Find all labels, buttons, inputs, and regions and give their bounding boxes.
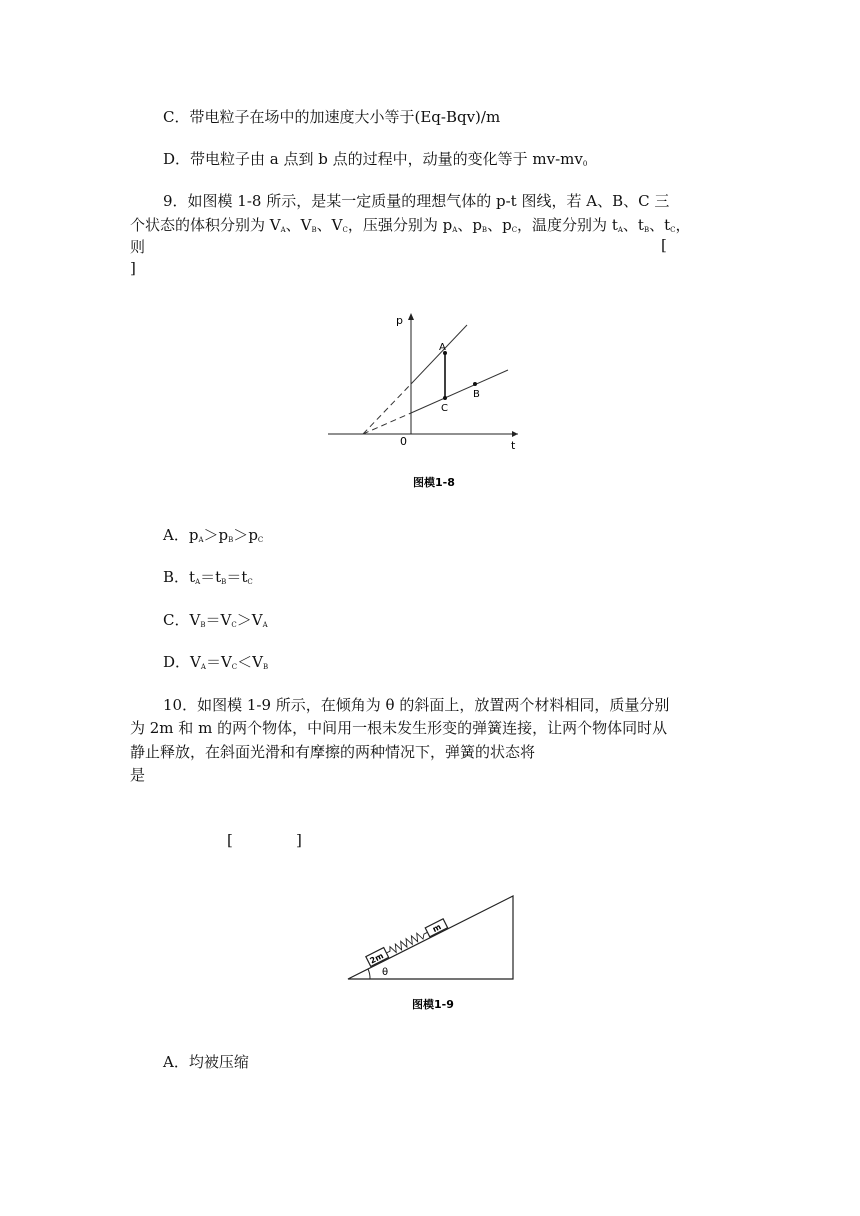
- option-letter: C．: [163, 611, 190, 629]
- option-var: t: [241, 568, 248, 586]
- point-c: [443, 396, 447, 400]
- option-op: ＝: [205, 611, 221, 629]
- option-letter: D．: [163, 653, 191, 671]
- q9-text: ，压强分别为 p: [347, 216, 453, 234]
- q9-answer-bracket-close: ]: [130, 259, 136, 277]
- option-op: ＜: [237, 653, 253, 671]
- q9-sub: C: [342, 226, 348, 234]
- q9-line-3: 则: [130, 238, 146, 256]
- option-op: ＝: [205, 653, 221, 671]
- point-b-label: B: [473, 389, 480, 400]
- option-op: ＞: [233, 526, 249, 544]
- q9-text: ，: [675, 216, 691, 234]
- q9-sub: C: [670, 226, 676, 234]
- q9-sub: A: [280, 226, 286, 234]
- q9-text: 、t: [622, 216, 644, 234]
- q10-line-1: 10．如图模 1-9 所示，在倾角为 θ 的斜面上，放置两个材料相同，质量分别: [163, 696, 670, 714]
- angle-label: θ: [382, 967, 389, 978]
- spring: [385, 929, 430, 957]
- q10-line-3: 静止释放，在斜面光滑和有摩擦的两种情况下，弹簧的状态将: [130, 743, 536, 761]
- option-op: ＝: [226, 568, 242, 586]
- q9-text: 、t: [649, 216, 671, 234]
- line-cb: [411, 370, 508, 413]
- option-var: t: [189, 568, 196, 586]
- option-var: V: [189, 611, 201, 629]
- option-d-q8-subscript: 0: [582, 160, 588, 168]
- q9-sub: A: [617, 226, 623, 234]
- q9-text: 、p: [457, 216, 482, 234]
- q10-line-4: 是: [130, 766, 146, 784]
- option-sub: A: [200, 663, 206, 671]
- q9-text: 个状态的体积分别为 V: [130, 216, 281, 234]
- option-op: ＝: [200, 568, 216, 586]
- t-axis-arrow-icon: [512, 431, 518, 437]
- line-cb-extension: [363, 413, 411, 434]
- option-letter: A．: [163, 526, 189, 544]
- option-sub: C: [247, 578, 253, 586]
- option-var: V: [220, 653, 232, 671]
- option-sub: C: [231, 663, 238, 671]
- angle-arc: [368, 969, 370, 979]
- option-var: V: [251, 611, 263, 629]
- q9-sub: B: [311, 226, 317, 234]
- q9-answer-bracket-open: [: [661, 236, 667, 254]
- q9-sub: B: [643, 226, 650, 234]
- option-sub: B: [200, 621, 206, 629]
- option-sub: A: [195, 578, 201, 586]
- line-a-extension: [363, 384, 411, 434]
- figure-1-8: [320, 305, 530, 495]
- q9-option-b: [163, 568, 253, 591]
- q9-text: 、p: [487, 216, 512, 234]
- option-var: t: [215, 568, 222, 586]
- point-b: [473, 382, 477, 386]
- option-var: p: [248, 526, 258, 544]
- figure-1-8-caption: 图模1-8: [413, 476, 455, 489]
- option-letter: B．: [163, 568, 190, 586]
- q10-line-2: 为 2m 和 m 的两个物体，中间用一根未发生形变的弹簧连接，让两个物体同时从: [130, 719, 668, 737]
- point-a-label: A: [439, 342, 446, 353]
- option-var: V: [190, 653, 201, 671]
- option-var: p: [218, 526, 229, 544]
- option-op: ＞: [236, 611, 252, 629]
- p-axis-arrow-icon: [408, 313, 414, 320]
- option-var: V: [252, 653, 264, 671]
- option-d-q8: [163, 150, 587, 173]
- q9-line-2: [130, 216, 691, 239]
- q9-text: 、V: [285, 216, 312, 234]
- option-sub: C: [231, 621, 237, 629]
- option-op: ＞: [203, 526, 219, 544]
- q10-answer-bracket-open: [: [227, 831, 233, 849]
- origin-label: 0: [400, 435, 407, 448]
- q9-option-a: [163, 526, 263, 549]
- q9-text: ，温度分别为 t: [517, 216, 618, 234]
- option-sub: B: [228, 536, 234, 544]
- option-sub: A: [198, 536, 204, 544]
- incline: [348, 896, 513, 979]
- q9-sub: A: [452, 226, 458, 234]
- q9-line-1: 9．如图模 1-8 所示，是某一定质量的理想气体的 p-t 图线，若 A、B、C 三: [163, 192, 670, 210]
- p-axis-label: p: [396, 314, 403, 327]
- option-sub: A: [262, 621, 268, 629]
- q9-text: 、V: [316, 216, 343, 234]
- figure-1-9: [340, 888, 530, 1020]
- q9-option-c: [163, 611, 268, 634]
- option-sub: C: [257, 536, 264, 544]
- option-var: V: [220, 611, 232, 629]
- q10-answer-bracket-close: ]: [296, 831, 302, 849]
- option-sub: B: [263, 663, 269, 671]
- block-m-label: m: [431, 922, 443, 935]
- q9-sub: C: [511, 226, 518, 234]
- option-var: p: [188, 526, 199, 544]
- option-c-q8: C．带电粒子在场中的加速度大小等于(Eq-Bqv)/m: [163, 108, 501, 126]
- option-sub: B: [221, 578, 227, 586]
- block-2m-label: 2m: [368, 951, 385, 966]
- option-d-q8-text: D．带电粒子由 a 点到 b 点的过程中，动量的变化等于 mv-mv: [163, 150, 583, 168]
- q9-option-d: [163, 653, 268, 676]
- q9-sub: B: [481, 226, 488, 234]
- t-axis-label: t: [511, 439, 516, 452]
- point-c-label: C: [441, 403, 448, 414]
- figure-1-9-caption: 图模1-9: [412, 998, 454, 1011]
- q10-option-a: A．均被压缩: [163, 1053, 249, 1071]
- line-a: [411, 325, 467, 384]
